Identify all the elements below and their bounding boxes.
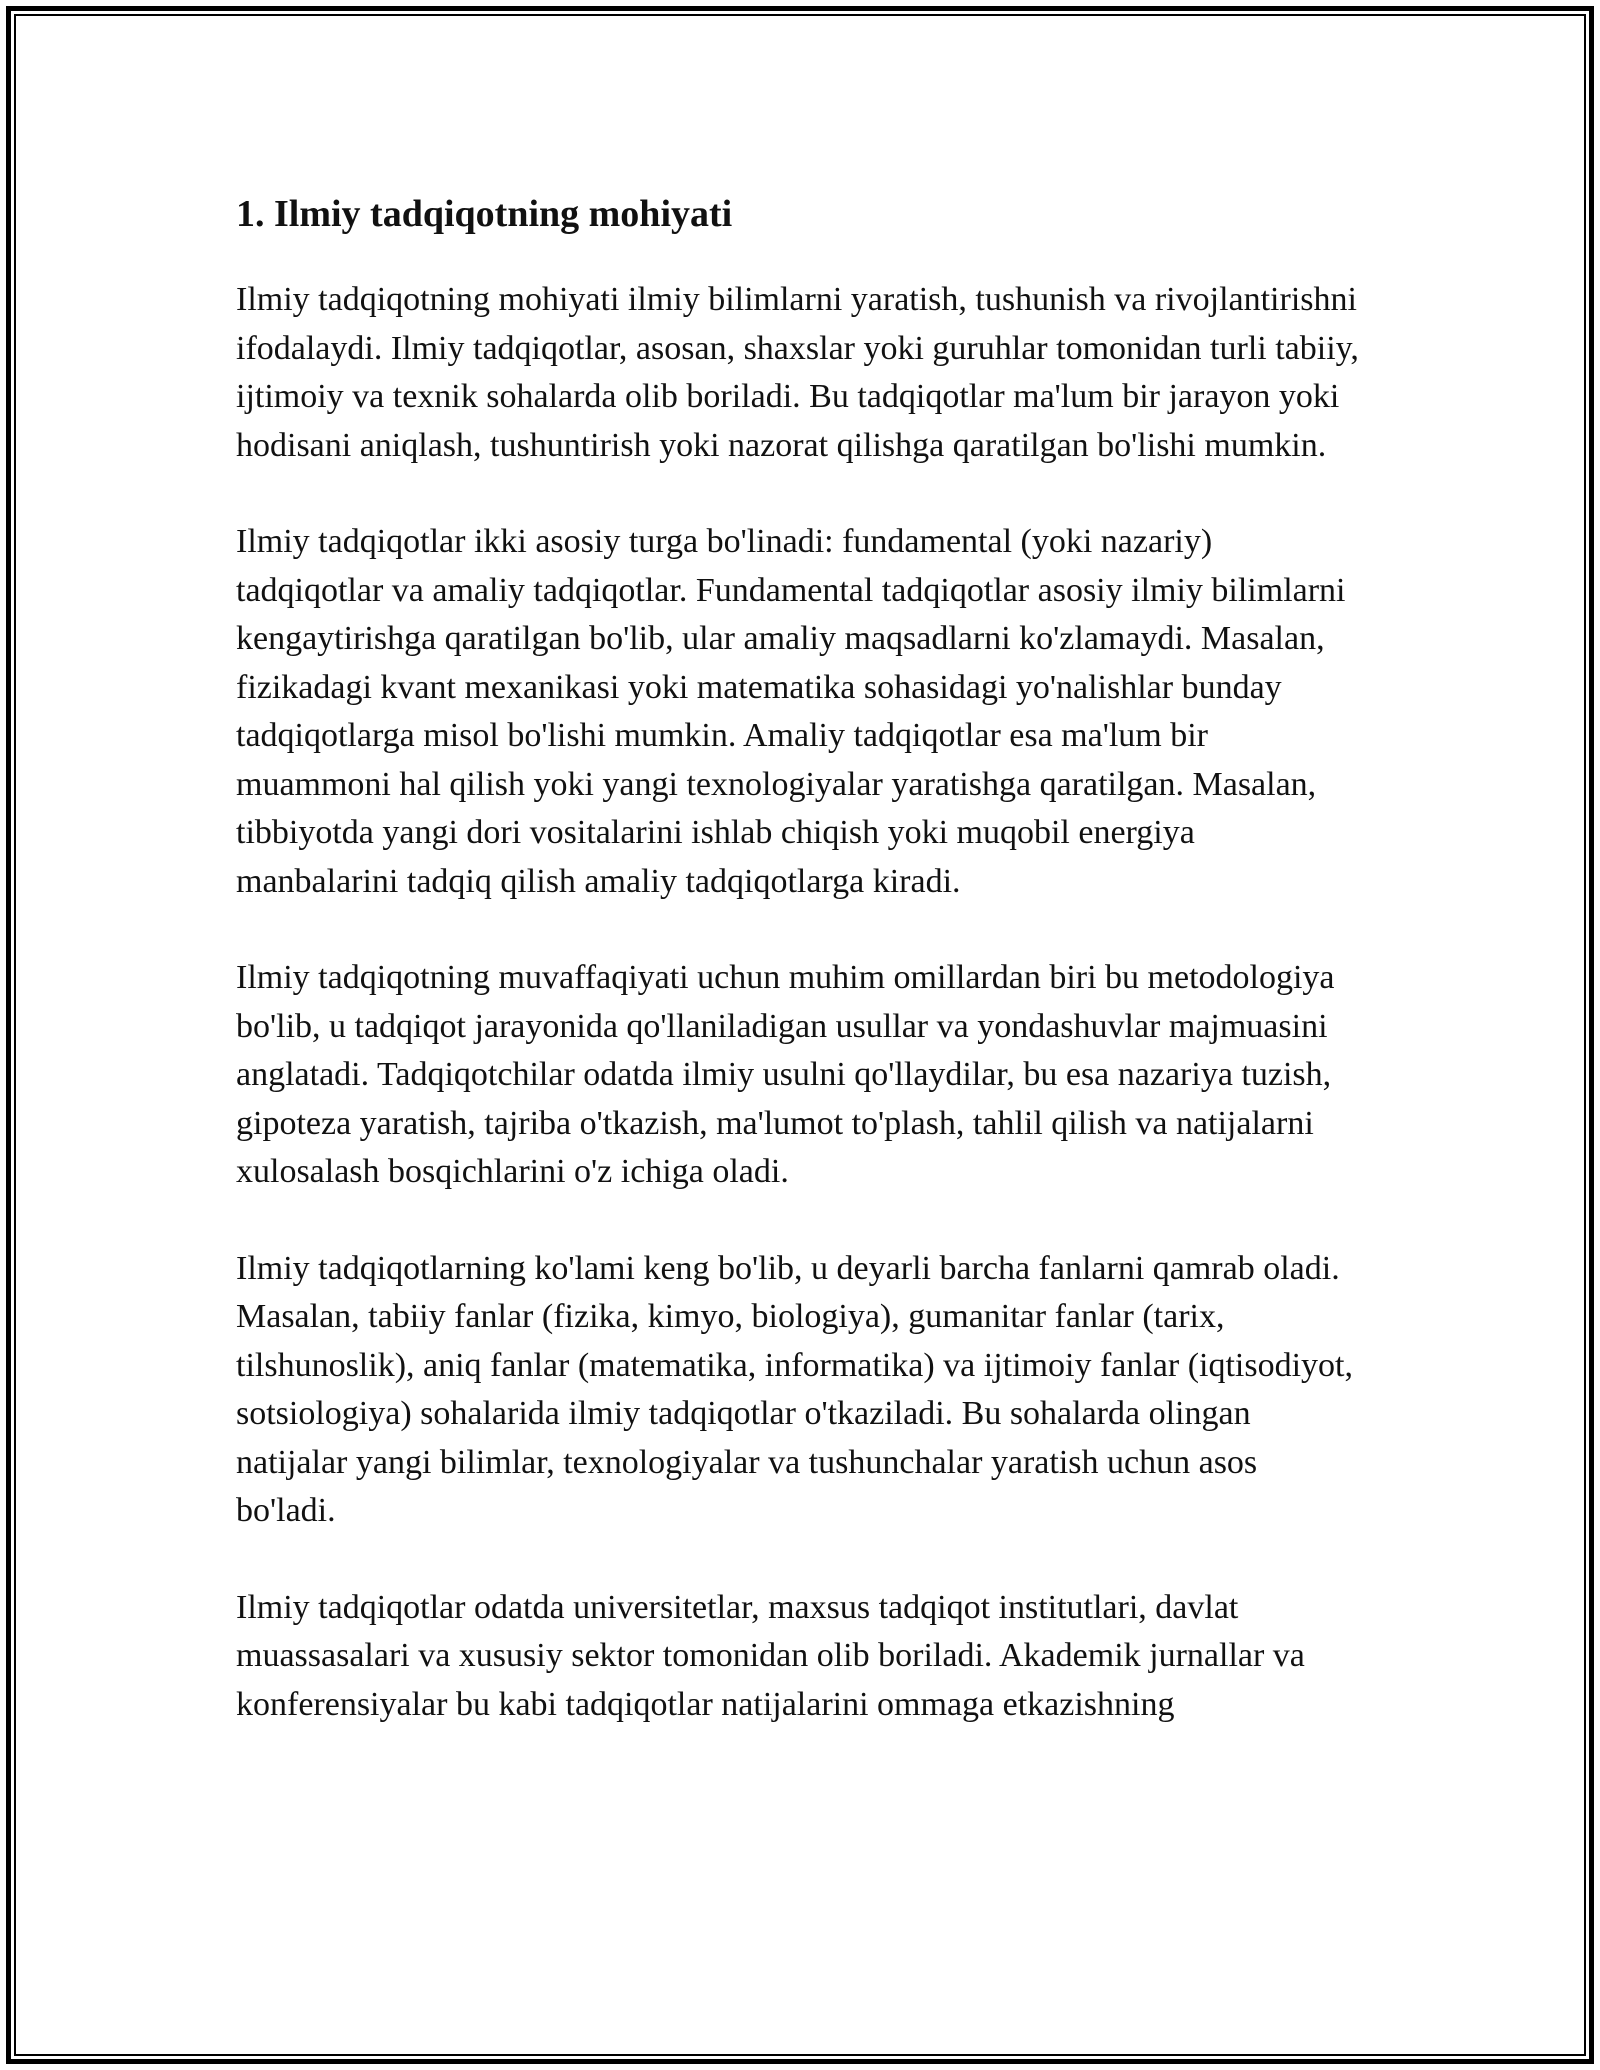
paragraph-1: Ilmiy tadqiqotning mohiyati ilmiy bilimlarni yaratish, tushunish va rivojlantirishni ifodalaydi. Ilmiy tadqiqotlar, asosan, shaxslar yoki guruhlar tomonidan turli tabiiy, ijtimoiy va texnik sohalarda olib boriladi. Bu tadqiqotlar ma'lum bir jarayon yoki hodisani aniqlash, tushuntirish yoki nazorat qilishga qaratilgan bo'lishi mumkin. [236,281,1359,464]
paragraph-2: Ilmiy tadqiqotlar ikki asosiy turga bo'linadi: fundamental (yoki nazariy) tadqiqotlar va amaliy tadqiqotlar. Fundamental tadqiqotlar asosiy ilmiy bilimlarni kengaytirishga qaratilgan bo'lib, ular amaliy maqsadlarni ko'zlamaydi. Masalan, fizikadagi kvant mexanikasi yoki matematika sohasidagi yo'nalishlar bunday tadqiqotlarga misol bo'lishi mumkin. Amaliy tadqiqotlar esa ma'lum bir muammoni hal qilish yoki yangi texnologiyalar yaratishga qaratilgan. Masalan, tibbiyotda yangi dori vositalarini ishlab chiqish yoki muqobil energiya manbalarini tadqiq qilish amaliy tadqiqotlarga kiradi. [236,523,1346,900]
section-heading: 1. Ilmiy tadqiqotning mohiyati [236,193,733,235]
paragraph-3: Ilmiy tadqiqotning muvaffaqiyati uchun muhim omillardan biri bu metodologiya bo'lib, u tadqiqot jarayonida qo'llaniladigan usullar va yondashuvlar majmuasini anglatadi. Tadqiqotchilar odatda ilmiy usulni qo'llaydilar, bu esa nazariya tuzish, gipoteza yaratish, tajriba o'tkazish, ma'lumot to'plash, tahlil qilish va natijalarni xulosalash bosqichlarini o'z ichiga oladi. [236,959,1335,1190]
paragraph-4: Ilmiy tadqiqotlarning ko'lami keng bo'lib, u deyarli barcha fanlarni qamrab oladi. Masalan, tabiiy fanlar (fizika, kimyo, biologiya), gumanitar fanlar (tarix, tilshunoslik), aniq fanlar (matematika, informatika) va ijtimoiy fanlar (iqtisodiyot, sotsiologiya) sohalarida ilmiy tadqiqotlar o'tkaziladi. Bu sohalarda olingan natijalar yangi bilimlar, texnologiyalar va tushunchalar yaratish uchun asos bo'ladi. [236,1249,1354,1529]
document-body [236,182,1364,1777]
paragraph-5: Ilmiy tadqiqotlar odatda universitetlar, maxsus tadqiqot institutlari, davlat muassasalari va xususiy sektor tomonidan olib boriladi. Akademik jurnallar va konferensiyalar bu kabi tadqiqotlar natijalarini ommaga etkazishning [236,1588,1305,1723]
